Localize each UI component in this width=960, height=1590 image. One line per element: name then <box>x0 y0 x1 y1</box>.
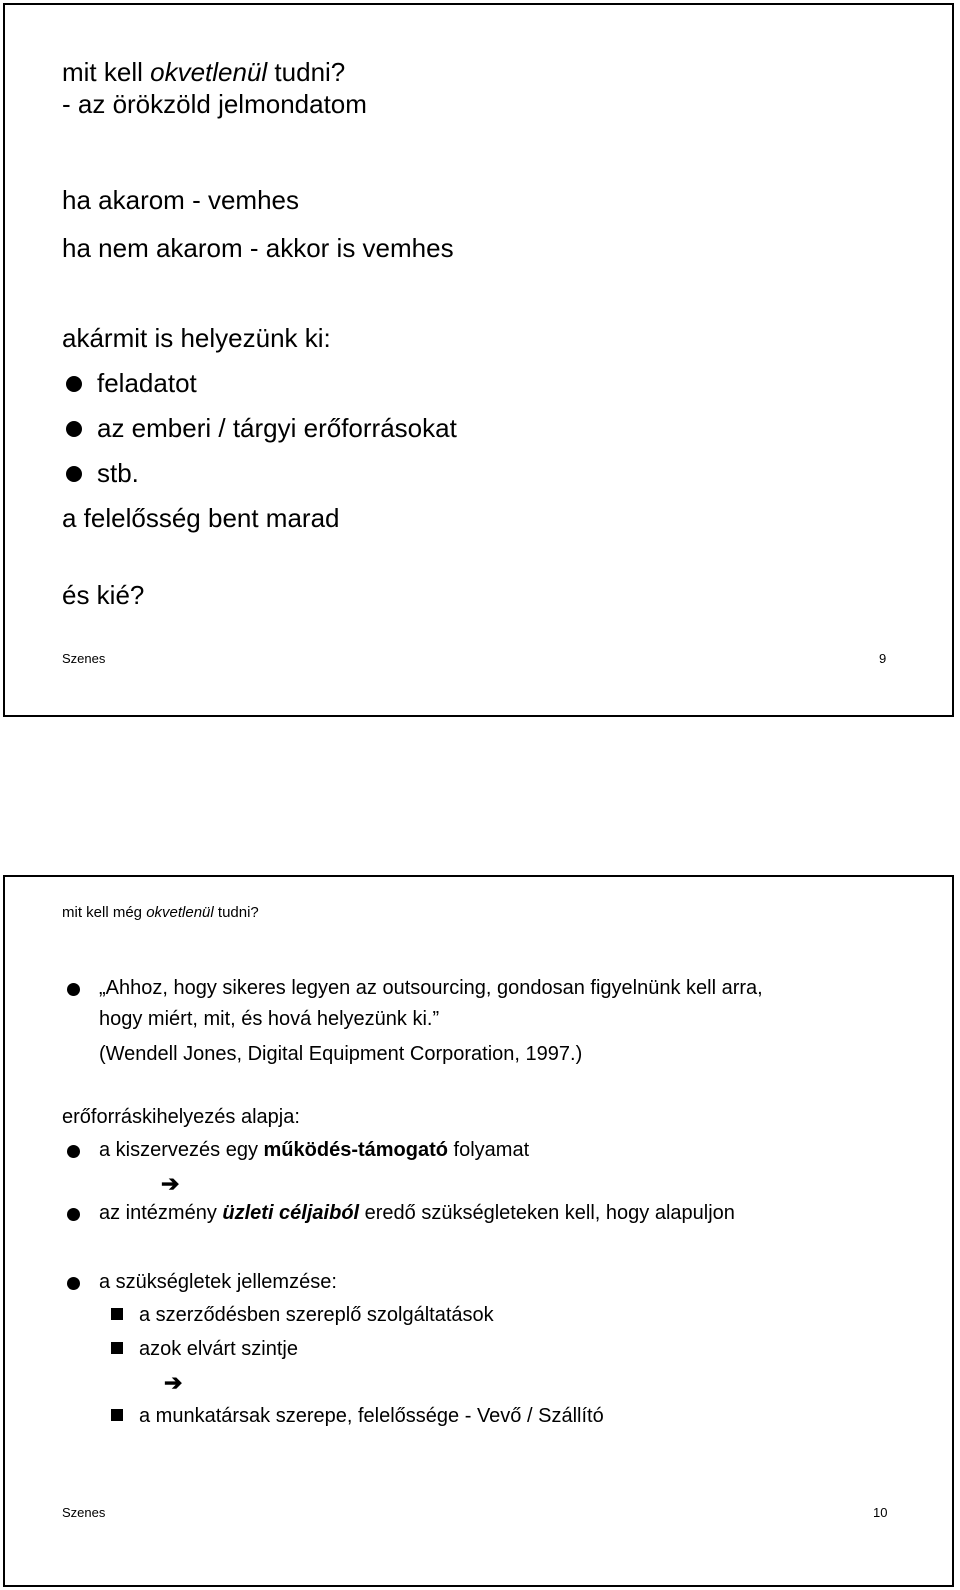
emphasis-text: okvetlenül <box>150 57 268 87</box>
text: eredő szükségleteken kell, hogy alapuljon <box>359 1202 735 1224</box>
bullet-item-business-goals <box>99 1201 735 1225</box>
emphasis-text: okvetlenül <box>146 904 214 921</box>
quote-source: (Wendell Jones, Digital Equipment Corporation, 1997.) <box>99 1043 583 1065</box>
bold-italic-text: üzleti céljaiból <box>222 1202 360 1224</box>
bullet-item-support-process <box>99 1138 529 1162</box>
sub-item: a szerződésben szereplő szolgáltatások <box>139 1304 494 1326</box>
bullet-item-needs: a szükségletek jellemzése: <box>99 1271 337 1293</box>
slide2-title <box>62 904 259 922</box>
footer-author: Szenes <box>62 1505 106 1520</box>
text: a kiszervezés egy <box>99 1139 264 1161</box>
text: mit kell <box>62 57 151 87</box>
arrow-right-icon: ➔ <box>161 1171 180 1196</box>
slide1-line4: ha nem akarom - akkor is vemhes <box>62 233 454 263</box>
slide-10 <box>3 875 954 1587</box>
slide1-line5: akármit is helyezünk ki: <box>62 323 331 353</box>
bullet-item: feladatot <box>97 368 197 398</box>
text: az intézmény <box>99 1202 223 1224</box>
bullet-item: stb. <box>97 458 139 488</box>
bullet-icon <box>66 421 82 437</box>
quote-line1: „Ahhoz, hogy sikeres legyen az outsourcing, gondosan figyelnünk kell arra, <box>99 977 763 999</box>
text: mit kell még <box>62 904 147 921</box>
arrow-right-icon: ➔ <box>164 1370 183 1395</box>
slide1-line3: ha akarom - vemhes <box>62 185 299 215</box>
square-bullet-icon <box>111 1409 123 1421</box>
bullet-icon <box>67 1208 80 1221</box>
sub-item: a munkatársak szerepe, felelőssége - Vevő / Szállító <box>139 1405 604 1427</box>
bullet-icon <box>67 1277 80 1290</box>
page-number: 10 <box>873 1505 888 1520</box>
sub-item: azok elvárt szintje <box>139 1338 298 1360</box>
basis-label: erőforráskihelyezés alapja: <box>62 1106 300 1128</box>
page-number: 9 <box>879 651 887 666</box>
slide1-line1 <box>62 57 345 87</box>
slide1-line6: a felelősség bent marad <box>62 503 340 533</box>
footer-author: Szenes <box>62 651 106 666</box>
bold-text: működés-támogató <box>263 1139 448 1161</box>
text: tudni? <box>267 57 346 87</box>
slide1-line7: és kié? <box>62 580 145 610</box>
slide1-line2: - az örökzöld jelmondatom <box>62 89 367 119</box>
text: folyamat <box>447 1139 530 1161</box>
bullet-item: az emberi / tárgyi erőforrásokat <box>97 413 457 443</box>
square-bullet-icon <box>111 1308 123 1320</box>
bullet-icon <box>66 376 82 392</box>
quote-line2: hogy miért, mit, és hová helyezünk ki.” <box>99 1008 440 1030</box>
bullet-icon <box>67 983 80 996</box>
bullet-icon <box>66 466 82 482</box>
text: tudni? <box>213 904 259 921</box>
slide-9 <box>3 3 954 717</box>
square-bullet-icon <box>111 1342 123 1354</box>
bullet-icon <box>67 1145 80 1158</box>
